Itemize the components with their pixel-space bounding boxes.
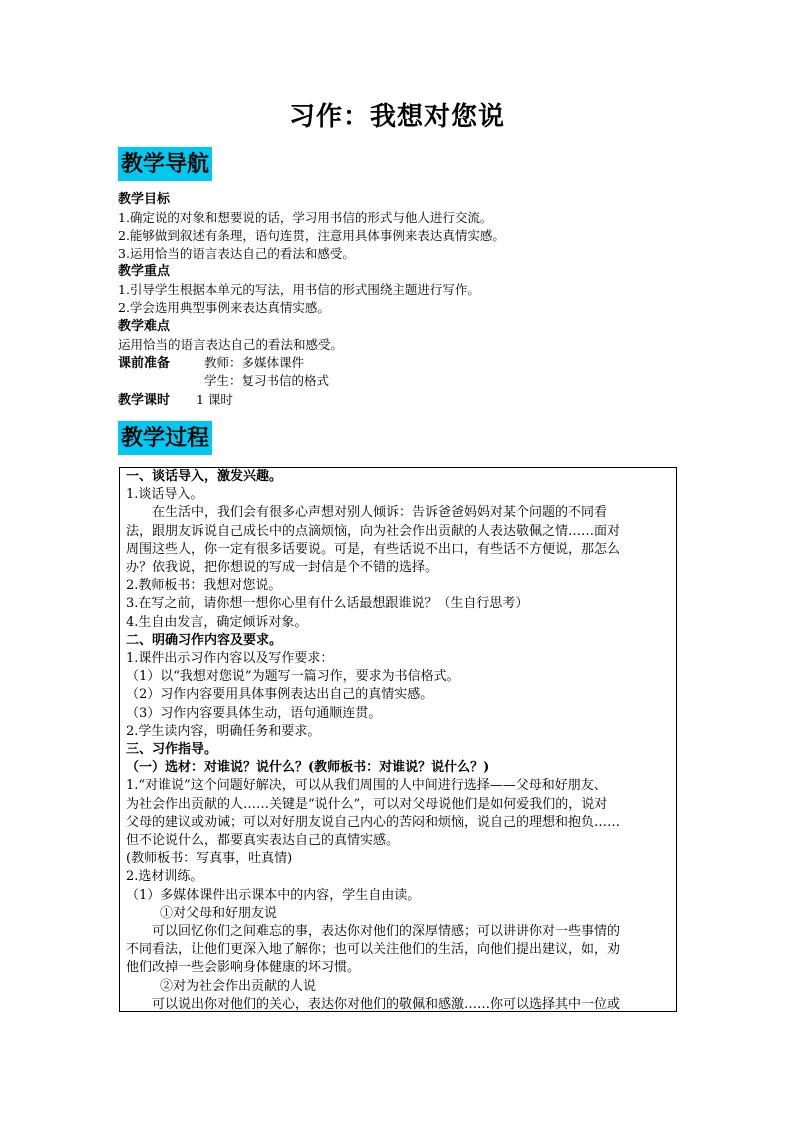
process-line: 1.课件出示习作内容以及写作要求： xyxy=(126,651,334,667)
process-table xyxy=(119,467,677,1012)
process-heading: 一、谈话导入，激发兴趣。 xyxy=(126,469,283,484)
prep-student: 学生：复习书信的格式 xyxy=(204,373,330,388)
process-line: （2）习作内容要用具体事例表达出自己的真情实感。 xyxy=(126,687,434,703)
process-line: 3.在写之前，请你想一想你心里有什么话最想跟谁说？（生自行思考） xyxy=(126,596,529,612)
process-heading: 三、习作指导。 xyxy=(126,742,218,758)
key-point-item: 1.引导学生根据本单元的写法，用书信的形式围绕主题进行写作。 xyxy=(118,282,480,297)
process-line: 1.谈话导入。 xyxy=(126,487,204,503)
goal-item: 3.运用恰当的语言表达自己的看法和感受。 xyxy=(118,246,355,261)
process-line: 周围这些人，你一定有很多话要说。可是，有些话说不出口，有些话不方便说，那怎么 xyxy=(126,541,621,557)
hours-label: 教学课时 xyxy=(118,393,171,408)
process-line: 1.“对谁说”这个问题好解决，可以从我们周围的人中间进行选择——父母和好朋友、 xyxy=(126,778,607,794)
process-line: 但不论说什么，都要真实表达自己的真情实感。 xyxy=(126,833,400,849)
goal-item: 1.确定说的对象和想要说的话，学习用书信的形式与他人进行交流。 xyxy=(118,210,493,225)
process-line: 法，跟朋友诉说自己成长中的点滴烦恼，向为社会作出贡献的人表达敬佩之情……面对 xyxy=(126,523,621,539)
process-line: 2.选材训练。 xyxy=(126,869,204,885)
key-point-item: 2.学会选用典型事例来表达真情实感。 xyxy=(118,300,330,315)
page-title: 习作：我想对您说 xyxy=(288,102,505,132)
process-line: ①对父母和好朋友说 xyxy=(160,905,278,921)
process-line: 可以回忆你们之间难忘的事，表达你对他们的深厚情感；可以讲讲你对一些事情的 xyxy=(152,924,621,940)
process-line: 不同看法，让他们更深入地了解你；也可以关注他们的生活，向他们提出建议，如，劝 xyxy=(126,942,621,958)
prep-teacher: 教师：多媒体课件 xyxy=(204,355,305,370)
process-subheading: （一）选材：对谁说？说什么？(教师板书：对谁说？说什么？) xyxy=(126,760,490,776)
process-line: 在生活中，我们会有很多心声想对别人倾诉：告诉爸爸妈妈对某个问题的不同看 xyxy=(152,505,608,521)
process-line: （1）以“我想对您说”为题写一篇习作，要求为书信格式。 xyxy=(126,669,460,685)
process-line: （3）习作内容要具体生动，语句通顺连贯。 xyxy=(126,705,382,721)
process-line: 办？依我说，把你想说的写成一封信是个不错的选择。 xyxy=(126,560,439,576)
process-line: (教师板书：写真事，吐真情) xyxy=(126,851,293,867)
process-line: 父母的建议或劝诫；可以对好朋友说自己内心的苦闷和烦恼，说自己的理想和抱负…… xyxy=(126,814,621,830)
hours-value: 1 课时 xyxy=(196,392,233,407)
difficulty-heading: 教学难点 xyxy=(118,319,171,334)
process-line: （1）多媒体课件出示课本中的内容，学生自由读。 xyxy=(126,887,421,903)
section-heading-nav: 教学导航 xyxy=(118,147,212,181)
process-line: 可以说出你对他们的关心，表达你对他们的敬佩和感激……你可以选择其中一位或 xyxy=(152,996,621,1012)
process-heading: 二、明确习作内容及要求。 xyxy=(126,632,283,648)
hours-row xyxy=(118,391,233,410)
process-line: 为社会作出贡献的人……关键是“说什么”，可以对父母说他们是如何爱我们的，说对 xyxy=(126,796,608,812)
process-line: 2.教师板书：我想对您说。 xyxy=(126,578,282,594)
section-heading-process: 教学过程 xyxy=(118,421,212,455)
key-points-heading: 教学重点 xyxy=(118,264,171,279)
difficulty-item: 运用恰当的语言表达自己的看法和感受。 xyxy=(118,337,344,352)
goal-item: 2.能够做到叙述有条理，语句连贯，注意用具体事例来表达真情实感。 xyxy=(118,228,505,243)
prep-label: 课前准备 xyxy=(118,356,171,371)
process-line: ②对为社会作出贡献的人说 xyxy=(160,978,317,994)
prep-row xyxy=(118,354,304,373)
goals-heading: 教学目标 xyxy=(118,192,171,207)
process-line: 他们改掉一些会影响身体健康的坏习惯。 xyxy=(126,960,361,976)
process-line: 4.生自由发言，确定倾诉对象。 xyxy=(126,614,308,630)
process-line: 2.学生读内容，明确任务和要求。 xyxy=(126,723,321,739)
